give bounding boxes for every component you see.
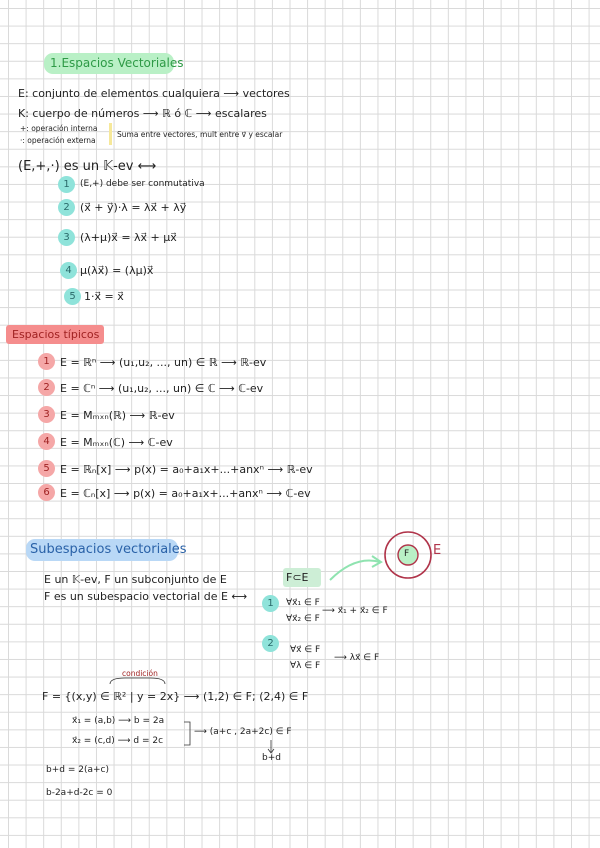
- property-2-text: (x⃗ + y⃗)·λ = λx⃗ + λy⃗: [80, 201, 187, 214]
- diagram-label-f: F: [404, 549, 410, 559]
- definition-e: E: conjunto de elementos cualquiera ⟶ vectores: [18, 87, 290, 100]
- condition-2-a: ∀x⃗ ∈ F: [290, 645, 321, 655]
- operations-note: Suma entre vectores, mult entre v⃗ y escalar: [117, 130, 283, 139]
- section-1-title: 1.Espacios Vectoriales: [50, 56, 184, 70]
- property-5-text: 1·x⃗ = x⃗: [84, 290, 124, 303]
- space-5-number: 5: [38, 460, 55, 477]
- condition-label: condición: [122, 669, 158, 678]
- condition-1-result: ⟶ x⃗₁ + x⃗₂ ∈ F: [322, 606, 388, 616]
- space-4-text: E = Mₘₓₙ(ℂ) ⟶ ℂ-ev: [60, 436, 173, 449]
- space-3-text: E = Mₘₓₙ(ℝ) ⟶ ℝ-ev: [60, 409, 175, 422]
- vector-x2: x⃗₂ = (c,d) ⟶ d = 2c: [72, 736, 164, 746]
- curved-arrow: [330, 560, 380, 580]
- operation-internal: +: operación interna: [20, 124, 98, 133]
- condition-1-a: ∀x⃗₁ ∈ F: [286, 598, 320, 608]
- property-3-number: 3: [58, 229, 75, 246]
- space-2-text: E = ℂⁿ ⟶ (u₁,u₂, ..., un) ∈ ℂ ⟶ ℂ-ev: [60, 382, 264, 395]
- subspace-line-1: E un 𝕂-ev, F un subconjunto de E: [44, 573, 227, 586]
- condition-2-number: 2: [262, 635, 279, 652]
- section-3-title: Subespacios vectoriales: [30, 542, 187, 557]
- property-4-text: μ(λx⃗) = (λμ)x⃗: [80, 264, 154, 277]
- condition-2-result: ⟶ λx⃗ ∈ F: [334, 653, 380, 663]
- space-4-number: 4: [38, 433, 55, 450]
- bracket-x1x2: [184, 722, 190, 745]
- property-5-number: 5: [64, 288, 81, 305]
- space-1-number: 1: [38, 353, 55, 370]
- property-3-text: (λ+μ)x⃗ = λx⃗ + μx⃗: [80, 231, 177, 244]
- property-1-number: 1: [58, 176, 75, 193]
- space-2-number: 2: [38, 379, 55, 396]
- property-4-number: 4: [60, 262, 77, 279]
- sum-result: ⟶ (a+c , 2a+2c) ∈ F: [194, 727, 292, 737]
- space-1-text: E = ℝⁿ ⟶ (u₁,u₂, ..., un) ∈ ℝ ⟶ ℝ-ev: [60, 356, 267, 369]
- space-5-text: E = ℝₙ[x] ⟶ p(x) = a₀+a₁x+...+anxⁿ ⟶ ℝ-ev: [60, 463, 313, 476]
- subspace-line-2: F es un subespacio vectorial de E ⟷: [44, 590, 248, 603]
- property-2-number: 2: [58, 199, 75, 216]
- property-1-text: (E,+) debe ser conmutativa: [80, 179, 205, 189]
- sum-bd: b+d: [262, 753, 281, 763]
- condition-1-number: 1: [262, 595, 279, 612]
- condition-2-b: ∀λ ∈ F: [290, 661, 321, 671]
- fce-text: F⊂E: [286, 571, 309, 584]
- operation-external: ·: operación externa: [20, 136, 96, 145]
- equation-1: b+d = 2(a+c): [46, 765, 109, 775]
- equation-2: b-2a+d-2c = 0: [46, 788, 113, 798]
- space-3-number: 3: [38, 406, 55, 423]
- kev-definition: (E,+,·) es un 𝕂-ev ⟷: [18, 159, 157, 174]
- section-2-title: Espacios típicos: [12, 328, 100, 341]
- space-6-text: E = ℂₙ[x] ⟶ p(x) = a₀+a₁x+...+anxⁿ ⟶ ℂ-ev: [60, 487, 311, 500]
- condition-1-b: ∀x⃗₂ ∈ F: [286, 614, 320, 624]
- condition-brace: [110, 678, 165, 684]
- definition-k: K: cuerpo de números ⟶ ℝ ó ℂ ⟶ escalares: [18, 107, 267, 120]
- example-set: F = {(x,y) ∈ ℝ² | y = 2x} ⟶ (1,2) ∈ F; (2,4) ∈ F: [42, 690, 309, 703]
- vector-x1: x⃗₁ = (a,b) ⟶ b = 2a: [72, 716, 165, 726]
- space-6-number: 6: [38, 484, 55, 501]
- diagram-label-e: E: [433, 543, 442, 558]
